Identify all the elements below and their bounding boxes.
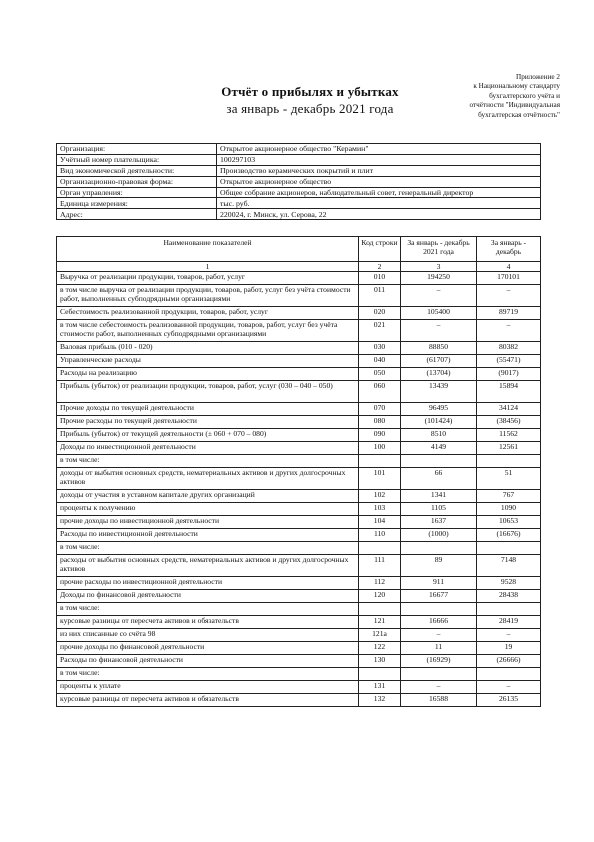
table-row [57, 603, 541, 616]
row-code [359, 603, 401, 616]
row-current-value: 8510 [401, 429, 477, 442]
row-current-value: 1637 [401, 516, 477, 529]
row-code: 010 [359, 272, 401, 285]
table-row [57, 590, 541, 603]
table-row [57, 529, 541, 542]
row-code: 090 [359, 429, 401, 442]
row-name: проценты к уплате [57, 681, 359, 694]
row-name: Расходы на реализацию [57, 368, 359, 381]
row-previous-value: 80382 [477, 342, 541, 355]
row-code: 132 [359, 694, 401, 707]
row-current-value: 89 [401, 555, 477, 577]
annex-line: бухгалтерского учёта и [489, 91, 560, 100]
row-current-value: 16677 [401, 590, 477, 603]
row-name: Прибыль (убыток) от реализации продукции, товаров, работ, услуг (030 – 040 – 050) [57, 381, 359, 403]
row-code: 050 [359, 368, 401, 381]
row-current-value: (13704) [401, 368, 477, 381]
table-header-row [57, 237, 541, 262]
info-label: Учётный номер плательщика: [57, 154, 217, 165]
annex-line: Приложение 2 [516, 73, 560, 81]
row-current-value: 16666 [401, 616, 477, 629]
profit-loss-table [56, 236, 541, 707]
row-previous-value [477, 542, 541, 555]
row-code: 021 [359, 320, 401, 342]
row-code: 080 [359, 416, 401, 429]
row-name: курсовые разницы от пересчета активов и обязательств [57, 616, 359, 629]
info-label: Адрес: [57, 209, 217, 220]
row-name: в том числе: [57, 668, 359, 681]
row-name: в том числе: [57, 603, 359, 616]
table-row [57, 381, 541, 403]
row-previous-value: 34124 [477, 403, 541, 416]
row-name: доходы от выбытия основных средств, нематериальных активов и других долгосрочных активов [57, 468, 359, 490]
info-label: Организационно-правовая форма: [57, 176, 217, 187]
row-name: Прибыль (убыток) от текущей деятельности (± 060 + 070 – 080) [57, 429, 359, 442]
info-label: Вид экономической деятельности: [57, 165, 217, 176]
table-row [57, 503, 541, 516]
annex-line: к Национальному стандарту [473, 82, 560, 91]
table-row [57, 555, 541, 577]
info-value: 100297103 [217, 154, 541, 165]
row-current-value: (16929) [401, 655, 477, 668]
info-value: Открытое акционерное общество "Керамин" [217, 144, 541, 155]
row-code: 070 [359, 403, 401, 416]
table-row [57, 429, 541, 442]
row-current-value: 4149 [401, 442, 477, 455]
info-row [57, 144, 541, 155]
info-row [57, 154, 541, 165]
row-code: 111 [359, 555, 401, 577]
row-current-value: 194250 [401, 272, 477, 285]
info-label: Единица измерения: [57, 198, 217, 209]
row-previous-value: – [477, 285, 541, 307]
info-row [57, 198, 541, 209]
row-previous-value: 12561 [477, 442, 541, 455]
row-code: 112 [359, 577, 401, 590]
row-code: 122 [359, 642, 401, 655]
row-previous-value [477, 603, 541, 616]
table-row [57, 368, 541, 381]
row-previous-value: (16676) [477, 529, 541, 542]
table-row [57, 403, 541, 416]
table-row [57, 668, 541, 681]
row-name: прочие расходы по инвестиционной деятельности [57, 577, 359, 590]
row-current-value: 88850 [401, 342, 477, 355]
row-code: 060 [359, 381, 401, 403]
row-previous-value: 11562 [477, 429, 541, 442]
row-current-value: – [401, 285, 477, 307]
row-name: Прочие доходы по текущей деятельности [57, 403, 359, 416]
row-code: 020 [359, 307, 401, 320]
row-current-value: – [401, 320, 477, 342]
row-previous-value: 89719 [477, 307, 541, 320]
row-name: курсовые разницы от пересчета активов и обязательств [57, 694, 359, 707]
row-code: 101 [359, 468, 401, 490]
row-current-value: 105400 [401, 307, 477, 320]
row-name: в том числе выручка от реализации продукции, товаров, работ, услуг без учёта стоимости работ, выполненных субподрядными организациями [57, 285, 359, 307]
row-previous-value: 170101 [477, 272, 541, 285]
header-code: Код строки [359, 237, 401, 262]
row-name: расходы от выбытия основных средств, нематериальных активов и других долгосрочных активов [57, 555, 359, 577]
info-label: Орган управления: [57, 187, 217, 198]
col-number: 3 [401, 262, 477, 272]
info-value: Производство керамических покрытий и плит [217, 165, 541, 176]
table-row [57, 642, 541, 655]
row-previous-value: 28438 [477, 590, 541, 603]
info-value: Общее собрание акционеров, наблюдательный совет, генеральный директор [217, 187, 541, 198]
row-code: 121 [359, 616, 401, 629]
table-row [57, 490, 541, 503]
row-current-value: 16588 [401, 694, 477, 707]
table-row [57, 455, 541, 468]
row-name: Доходы по финансовой деятельности [57, 590, 359, 603]
table-row [57, 616, 541, 629]
row-name: из них списанные со счёта 98 [57, 629, 359, 642]
info-label: Организация: [57, 144, 217, 155]
row-previous-value: 26135 [477, 694, 541, 707]
table-row [57, 516, 541, 529]
annex-line: бухгалтерская отчётность" [478, 110, 560, 119]
row-code [359, 542, 401, 555]
row-current-value: 1341 [401, 490, 477, 503]
row-code: 103 [359, 503, 401, 516]
table-row [57, 272, 541, 285]
report-title: Отчёт о прибылях и убытках [221, 84, 399, 99]
row-previous-value: 7148 [477, 555, 541, 577]
row-code [359, 668, 401, 681]
table-row [57, 307, 541, 320]
row-name: Расходы по инвестиционной деятельности [57, 529, 359, 542]
row-previous-value [477, 455, 541, 468]
col-number: 2 [359, 262, 401, 272]
row-code: 104 [359, 516, 401, 529]
table-row [57, 468, 541, 490]
row-current-value: 13439 [401, 381, 477, 403]
row-previous-value: 19 [477, 642, 541, 655]
row-name: Доходы по инвестиционной деятельности [57, 442, 359, 455]
row-code: 110 [359, 529, 401, 542]
row-code: 131 [359, 681, 401, 694]
table-row [57, 681, 541, 694]
row-name: проценты к получению [57, 503, 359, 516]
table-row [57, 542, 541, 555]
col-number: 4 [477, 262, 541, 272]
row-code [359, 455, 401, 468]
row-name: Валовая прибыль (010 - 020) [57, 342, 359, 355]
row-current-value [401, 542, 477, 555]
table-row [57, 655, 541, 668]
row-previous-value: 767 [477, 490, 541, 503]
row-current-value: 96495 [401, 403, 477, 416]
row-code: 030 [359, 342, 401, 355]
row-name: Прочие расходы по текущей деятельности [57, 416, 359, 429]
row-current-value [401, 455, 477, 468]
row-previous-value: – [477, 681, 541, 694]
row-current-value: (101424) [401, 416, 477, 429]
row-previous-value: (26666) [477, 655, 541, 668]
table-row [57, 285, 541, 307]
info-row [57, 165, 541, 176]
row-previous-value: – [477, 320, 541, 342]
row-current-value: (61707) [401, 355, 477, 368]
table-row [57, 694, 541, 707]
row-previous-value: 9528 [477, 577, 541, 590]
table-row [57, 577, 541, 590]
table-row [57, 355, 541, 368]
profit-loss-body [57, 272, 541, 707]
table-row [57, 442, 541, 455]
row-name: в том числе: [57, 542, 359, 555]
col-number: 1 [57, 262, 359, 272]
row-current-value: 1105 [401, 503, 477, 516]
row-current-value: 66 [401, 468, 477, 490]
row-current-value: (1000) [401, 529, 477, 542]
row-code: 121а [359, 629, 401, 642]
row-code: 130 [359, 655, 401, 668]
table-row [57, 320, 541, 342]
row-name: Расходы по финансовой деятельности [57, 655, 359, 668]
annex-note [410, 73, 560, 120]
annex-line: отчётности "Индивидуальная [469, 101, 560, 110]
row-current-value: – [401, 681, 477, 694]
column-number-row [57, 262, 541, 272]
row-previous-value: (38456) [477, 416, 541, 429]
row-current-value: 11 [401, 642, 477, 655]
row-current-value: 911 [401, 577, 477, 590]
row-previous-value: 10653 [477, 516, 541, 529]
row-previous-value: (9017) [477, 368, 541, 381]
row-code: 100 [359, 442, 401, 455]
row-name: Себестоимость реализованной продукции, товаров, работ, услуг [57, 307, 359, 320]
row-name: прочие доходы по финансовой деятельности [57, 642, 359, 655]
row-previous-value: 51 [477, 468, 541, 490]
row-previous-value: – [477, 629, 541, 642]
info-value: тыс. руб. [217, 198, 541, 209]
row-name: доходы от участия в уставном капитале других организаций [57, 490, 359, 503]
row-name: прочие доходы по инвестиционной деятельности [57, 516, 359, 529]
info-row [57, 176, 541, 187]
row-code: 120 [359, 590, 401, 603]
row-previous-value: (55471) [477, 355, 541, 368]
row-code: 011 [359, 285, 401, 307]
row-previous-value: 1090 [477, 503, 541, 516]
table-row [57, 629, 541, 642]
row-current-value [401, 603, 477, 616]
info-row [57, 209, 541, 220]
info-row [57, 187, 541, 198]
row-name: в том числе: [57, 455, 359, 468]
row-current-value: – [401, 629, 477, 642]
header-name: Наименование показателей [57, 237, 359, 262]
row-previous-value: 28419 [477, 616, 541, 629]
row-name: в том числе себестоимость реализованной продукции, товаров, работ, услуг без учёта стоимости работ, выполненных субподрядными организациями [57, 320, 359, 342]
row-name: Выручка от реализации продукции, товаров, работ, услуг [57, 272, 359, 285]
info-value: 220024, г. Минск, ул. Серова, 22 [217, 209, 541, 220]
row-code: 040 [359, 355, 401, 368]
organization-info-table [56, 143, 541, 220]
row-current-value [401, 668, 477, 681]
table-row [57, 416, 541, 429]
info-value: Открытое акционерное общество [217, 176, 541, 187]
organization-info-body [57, 144, 541, 220]
table-row [57, 342, 541, 355]
row-name: Управленческие расходы [57, 355, 359, 368]
report-period: за январь - декабрь 2021 года [226, 101, 394, 116]
row-previous-value: 15894 [477, 381, 541, 403]
header-current: За январь - декабрь 2021 года [401, 237, 477, 262]
row-code: 102 [359, 490, 401, 503]
row-previous-value [477, 668, 541, 681]
header-previous: За январь - декабрь [477, 237, 541, 262]
